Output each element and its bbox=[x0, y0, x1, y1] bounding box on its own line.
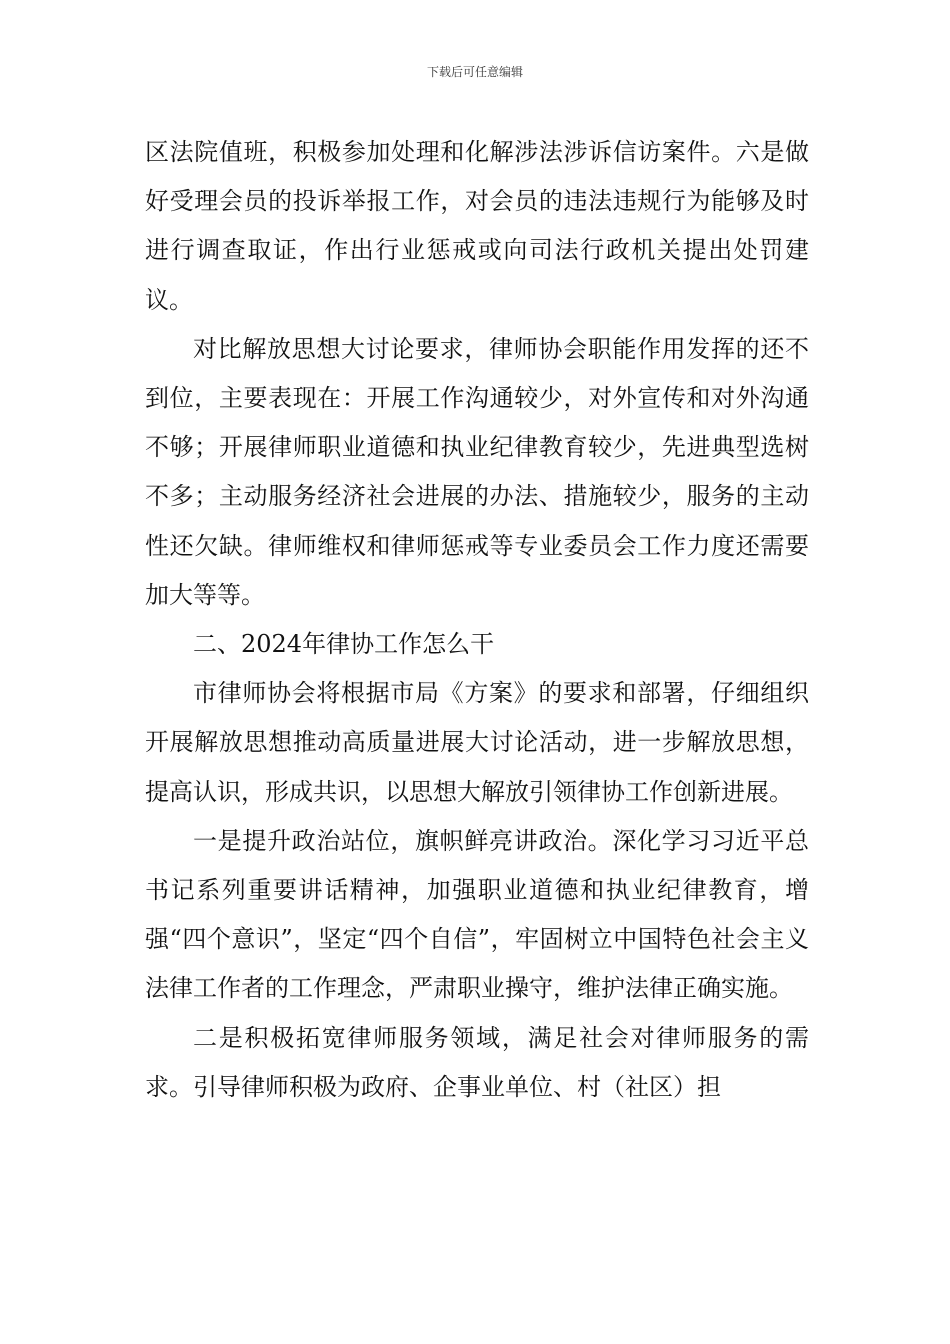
paragraph-continuation: 区法院值班，积极参加处理和化解涉法涉诉信访案件。六是做好受理会员的投诉举报工作，对会员的违法违规行为能够及时进行调查取证，作出行业惩戒或向司法行政机关提出处罚建议。 bbox=[145, 138, 809, 314]
paragraph-plan: 市律师协会将根据市局《方案》的要求和部署，仔细组织开展解放思想推动高质量进展大讨论活动，进一步解放思想，提高认识，形成共识，以思想大解放引领律协工作创新进展。 bbox=[145, 679, 809, 806]
document-body bbox=[145, 128, 809, 1112]
paragraph-shortcomings: 对比解放思想大讨论要求，律师协会职能作用发挥的还不到位，主要表现在：开展工作沟通较少，对外宣传和对外沟通不够；开展律师职业道德和执业纪律教育较少，先进典型选树不多；主动服务经济社会进展的办法、措施较少，服务的主动性还欠缺。律师维权和律师惩戒等专业委员会工作力度还需要加大等等。 bbox=[145, 334, 809, 609]
paragraph-point-two: 二是积极拓宽律师服务领域，满足社会对律师服务的需求。引导律师积极为政府、企事业单位、村（社区）担 bbox=[145, 1023, 809, 1101]
page-header: 下载后可任意编辑 bbox=[426, 65, 523, 79]
paragraph-point-one: 一是提升政治站位，旗帜鲜亮讲政治。深化学习习近平总书记系列重要讲话精神，加强职业道德和执业纪律教育，增强“四个意识”，坚定“四个自信”，牢固树立中国特色社会主义法律工作者的工作理念，严肃职业操守，维护法律正确实施。 bbox=[145, 826, 809, 1003]
section-heading: 二、2024年律协工作怎么干 bbox=[193, 630, 495, 659]
